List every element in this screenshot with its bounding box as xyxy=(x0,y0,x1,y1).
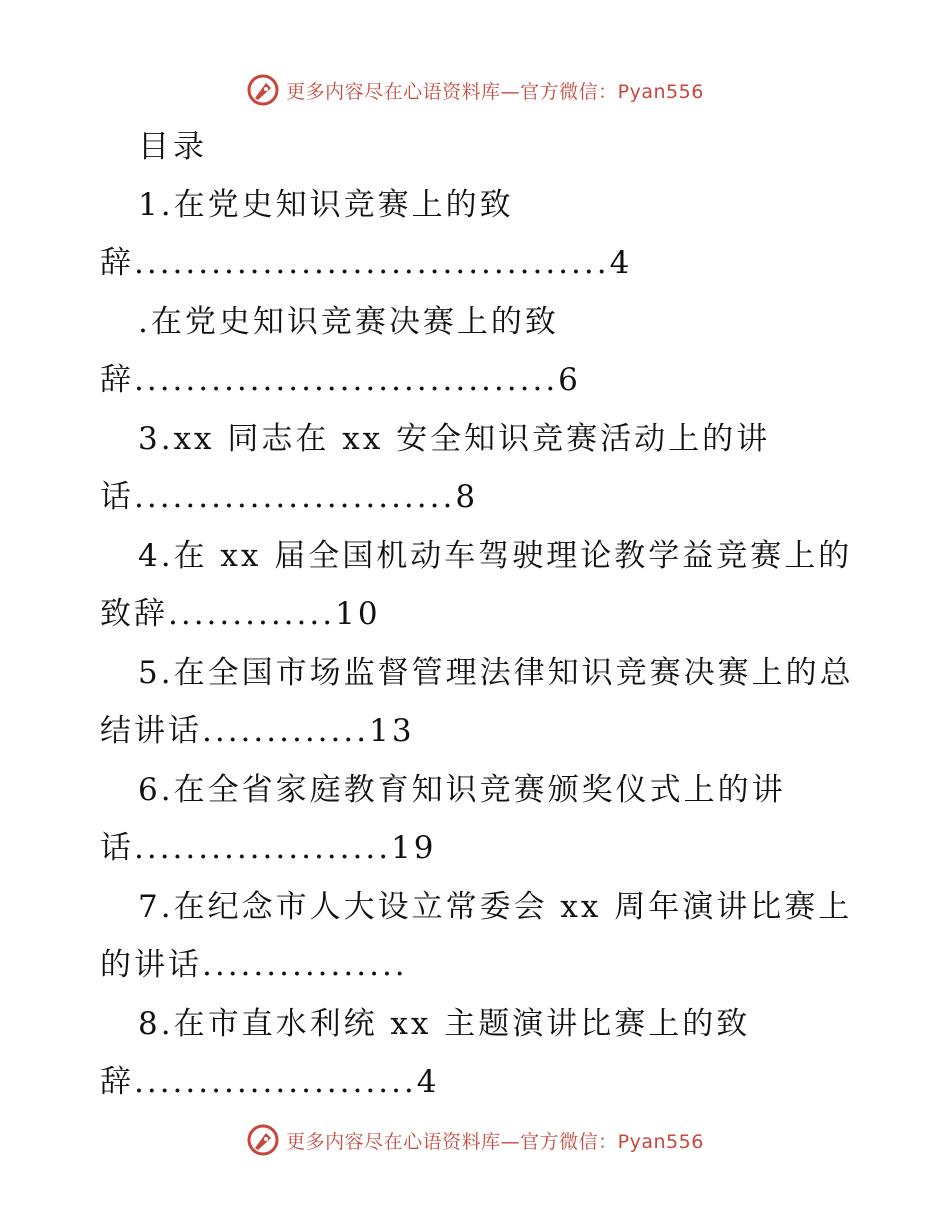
toc-title: 目录 xyxy=(138,129,208,165)
toc-entry-1-line2: 辞.....................................4 xyxy=(100,245,633,281)
toc-entry-3-line1: 3.xx 同志在 xx 安全知识竞赛活动上的讲 xyxy=(138,421,771,457)
toc-entry-8-line2: 辞......................4 xyxy=(100,1064,440,1100)
toc-entry-2-line1: .在党史知识竞赛决赛上的致 xyxy=(138,304,559,340)
toc-entry-8-line1: 8.在市直水利统 xx 主题演讲比赛上的致 xyxy=(138,1006,751,1042)
toc-entry-1-line1: 1.在党史知识竞赛上的致 xyxy=(138,187,514,223)
toc-entry-7-line1: 7.在纪念市人大设立常委会 xx 周年演讲比赛上 xyxy=(138,889,853,925)
toc-entry-4-line1: 4.在 xx 届全国机动车驾驶理论教学益竞赛上的 xyxy=(138,538,853,574)
banner-text: 更多内容尽在心语资料库—官方微信：Pyan556 xyxy=(286,80,704,103)
toc-entry-3-line2: 话.........................8 xyxy=(100,479,479,515)
footer-banner xyxy=(0,1120,950,1160)
toc-entry-6-line2: 话....................19 xyxy=(100,830,437,866)
pen-nib-logo-icon xyxy=(246,1123,280,1157)
toc-entry-7-line2: 的讲话................ xyxy=(100,947,408,983)
toc-entry-2-line2: 辞.................................6 xyxy=(100,362,581,398)
toc-entry-5-line2: 结讲话.............13 xyxy=(100,713,415,749)
toc-entry-4-line2: 致辞.............10 xyxy=(100,596,381,632)
toc-entry-6-line1: 6.在全省家庭教育知识竞赛颁奖仪式上的讲 xyxy=(138,772,786,808)
banner-text: 更多内容尽在心语资料库—官方微信：Pyan556 xyxy=(286,1130,704,1153)
toc-entry-5-line1: 5.在全国市场监督管理法律知识竞赛决赛上的总 xyxy=(138,655,854,691)
